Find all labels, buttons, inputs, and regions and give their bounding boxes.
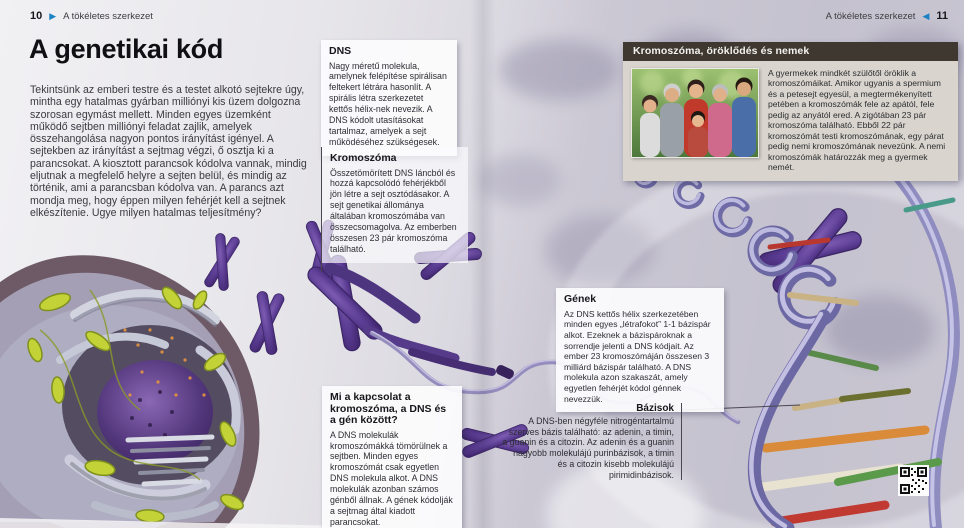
section-title-right: A tökéletes szerkezet	[825, 10, 916, 22]
cell-illustration	[0, 255, 259, 528]
callout-title: Bázisok	[636, 403, 674, 414]
page-title: A genetikai kód	[29, 34, 224, 64]
callout-title: Mi a kapcsolat a kromoszóma, a DNS és a gén között?	[330, 391, 447, 427]
section-title-left: A tökéletes szerkezet	[63, 10, 153, 22]
callout-body: A DNS molekulák kromoszómákká tömörülnek a sejtben. Minden egyes kromoszómát csak egyetlen DNS molekula alkot. A DNS molekulák azonban számos génből állnak. A gének kódolják a sejtmag által kiadott parancsokat.	[330, 429, 453, 527]
callout-body: Nagy méretű molekula, amelynek felépítése spirálisan feltekert létrára hasonlít. A spirális létra szerkezetet kettős hélix-nek nevezik. A DNS kódolt utasításokat tartalmaz, amelyek a sejt működéséhez szükségesek.	[329, 60, 447, 147]
sidebar-title: Kromoszóma, öröklődés és nemek	[623, 42, 958, 61]
callout-title: Kromoszóma	[330, 152, 397, 164]
callout-box-kromoszoma	[321, 147, 468, 263]
running-header-left	[30, 10, 153, 22]
intro-paragraph: Tekintsünk az emberi testre és a testet alkotó sejtekre úgy, mintha egy hatalmas gyárban milliónyi kis üzem dolgozna szorosan egymást mellett. Minden egyes üzemként működő sejtben milliónyi feladat zajlik, amelyek összehangolása nagyon pontos irányítást igényel. A sejtekben az irányítást a sejtmag végzi, ő osztja ki a parancsokat. A kiosztott parancsok kódolva vannak, mindig eljutnak a megfelelő helyre a sejten belül, és mindig az történik, ami a parancsban kódolva van. A parancs azt mondja meg, hogy éppen milyen fehérjét kell a sejtnek elkészítenie. Ugye milyen hatalmas teljesítmény?	[30, 84, 307, 219]
callout-title: Gének	[564, 293, 597, 305]
page-arrow-left-icon: ◀	[922, 10, 930, 21]
callout-box-genek	[556, 288, 724, 412]
callout-body: Összetömörített DNS láncból és hozzá kapcsolódó fehérjékből jön létre a sejt osztódásakor. A sejt genetikai állománya általában kromoszómába van összecsomagolva. Az emberben összesen 23 pár kromoszóma található.	[330, 167, 457, 254]
page-number-right: 11	[936, 10, 948, 22]
page-number-left: 10	[30, 10, 43, 22]
callout-body: Az DNS kettős hélix szerkezetében minden egyes „létrafokot” 1-1 bázispár alkot. Ezeknek a bázispároknak a sorrendje jelenti a DNS kódjait. Az ember 23 kromoszómáján összesen 3 milliárd bázispár található. A DNS molekula azon szakaszát, amely egyetlen fehérjét kódol génnek nevezzük.	[564, 308, 711, 404]
running-header-right	[826, 10, 948, 22]
sidebar-inheritance-box	[623, 42, 958, 181]
family-photo	[631, 68, 759, 158]
qr-code	[898, 465, 929, 496]
callout-body: A DNS-ben négyféle nitrogéntartalmú szerves bázis található: az adenin, a timin, a guanin és a citozin. Az adenin és a guanin nagyobb molekulájú purinbázisok, a timin és a citozin kisebb molekulájú pirimidinbázisok.	[502, 416, 674, 480]
sidebar-body: A gyermekek mindkét szülőtől öröklik a kromoszómáikat. Amikor ugyanis a spermium és a petesejt egyesül, a megtermékenyített petében a kromoszómák fele az apától, fele pedig az anyától ered. A zigótában 23 pár kromoszóma található. Ebből 22 pár kromoszómát testi kromoszómának, egy párat pedig nemi kromoszómának nevezünk. A nemi kromoszómák határozzák meg a gyermek nemét.	[768, 68, 946, 173]
callout-title: DNS	[329, 45, 352, 57]
callout-bazisok	[502, 403, 682, 480]
page-arrow-right-icon: ▶	[49, 10, 57, 21]
callout-box-dns	[321, 40, 457, 156]
callout-box-kapcsolat	[322, 386, 462, 528]
